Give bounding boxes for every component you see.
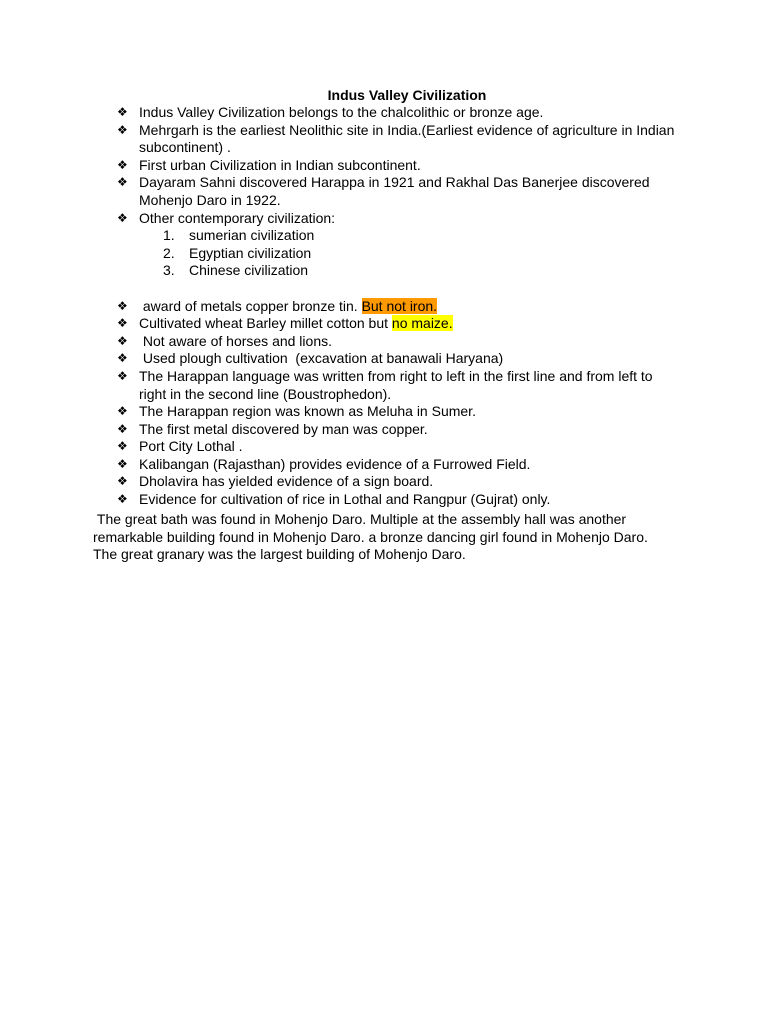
bullet-diamond-icon: ❖ — [117, 105, 128, 119]
list-item-text: Indus Valley Civilization belongs to the chalcolithic or bronze age. — [139, 104, 544, 120]
bullet-diamond-icon: ❖ — [117, 404, 128, 419]
list-item — [117, 438, 677, 456]
page-title: Indus Valley Civilization — [327, 87, 487, 103]
bullet-diamond-icon: ❖ — [117, 157, 128, 172]
list-item-text: Not aware of horses and lions. — [139, 332, 332, 349]
numbered-sublist — [139, 227, 677, 280]
list-item — [117, 421, 677, 439]
list-item — [117, 473, 677, 491]
list-item-text: Port City Lothal . — [139, 438, 243, 455]
list-item — [117, 104, 677, 122]
list-item-text: Dayaram Sahni discovered Harappa in 1921 and Rakhal Das Banerjee discovered Mohenjo Daro in 1922. — [139, 174, 650, 208]
yellow-highlight: no maize. — [391, 315, 453, 332]
orange-highlight: But not iron. — [361, 297, 438, 314]
list-item-text: The Harappan language was written from right to left in the first line and from left to right in the second line (Boustrophedon). — [139, 367, 653, 402]
list-item-text: Kalibangan (Rajasthan) provides evidence of a Furrowed Field. — [139, 455, 531, 472]
numbered-item-text: Egyptian civilization — [189, 244, 312, 261]
list-item — [117, 491, 677, 509]
list-item-text: The first metal discovered by man was copper. — [139, 420, 428, 437]
bullet-diamond-icon: ❖ — [117, 351, 128, 366]
body-paragraph: The great bath was found in Mohenjo Daro. Multiple at the assembly hall was another remarkable building found in Mohenjo Daro. a bronze dancing girl found in Mohenjo Daro. The great granary was the largest building of Mohenjo Daro. — [93, 511, 652, 563]
bullet-diamond-icon: ❖ — [117, 456, 128, 471]
item-number: 3. — [163, 262, 175, 279]
numbered-item — [139, 262, 677, 280]
list-item-text: Evidence for cultivation of rice in Lothal and Rangpur (Gujrat) only. — [139, 491, 551, 508]
list-item — [117, 122, 677, 157]
bullet-diamond-icon: ❖ — [117, 210, 128, 225]
list-item — [117, 350, 677, 368]
list-item-text: First urban Civilization in Indian subcontinent. — [139, 156, 421, 173]
list-item — [117, 403, 677, 421]
list-item-text: Dholavira has yielded evidence of a sign board. — [139, 473, 434, 490]
bullet-diamond-icon: ❖ — [117, 421, 128, 436]
list-item — [117, 333, 677, 351]
list-item-text: Other contemporary civilization: — [139, 209, 336, 226]
list-item-text: Used plough cultivation (excavation at banawali Haryana) — [139, 350, 504, 367]
numbered-item — [139, 245, 677, 263]
bullet-diamond-icon: ❖ — [117, 333, 128, 348]
list-item-text: Mehrgarh is the earliest Neolithic site in India.(Earliest evidence of agriculture in Indian subcontinent) . — [139, 121, 675, 156]
list-item — [117, 210, 677, 298]
list-item — [117, 456, 677, 474]
list-item-text: Cultivated wheat Barley millet cotton but — [139, 315, 392, 332]
numbered-item-text: sumerian civilization — [189, 227, 315, 244]
list-item — [117, 315, 677, 333]
item-number: 2. — [163, 244, 175, 261]
bullet-diamond-icon: ❖ — [117, 316, 128, 331]
numbered-item — [139, 227, 677, 245]
list-item-text: award of metals copper bronze tin. — [139, 297, 362, 314]
list-item — [117, 157, 677, 175]
item-number: 1. — [163, 227, 175, 244]
bullet-diamond-icon: ❖ — [117, 298, 128, 313]
list-item — [117, 298, 677, 316]
list-item — [117, 174, 677, 209]
bullet-diamond-icon: ❖ — [117, 368, 128, 383]
bullet-diamond-icon: ❖ — [117, 175, 128, 190]
bullet-diamond-icon: ❖ — [117, 492, 128, 507]
bullet-diamond-icon: ❖ — [117, 439, 128, 454]
list-item-text: The Harappan region was known as Meluha in Sumer. — [139, 403, 476, 420]
numbered-item-text: Chinese civilization — [189, 262, 309, 279]
bullet-diamond-icon: ❖ — [117, 474, 128, 489]
bullet-list — [117, 104, 677, 509]
blank-line — [139, 280, 677, 298]
list-item — [117, 368, 677, 403]
bullet-diamond-icon: ❖ — [117, 122, 128, 137]
